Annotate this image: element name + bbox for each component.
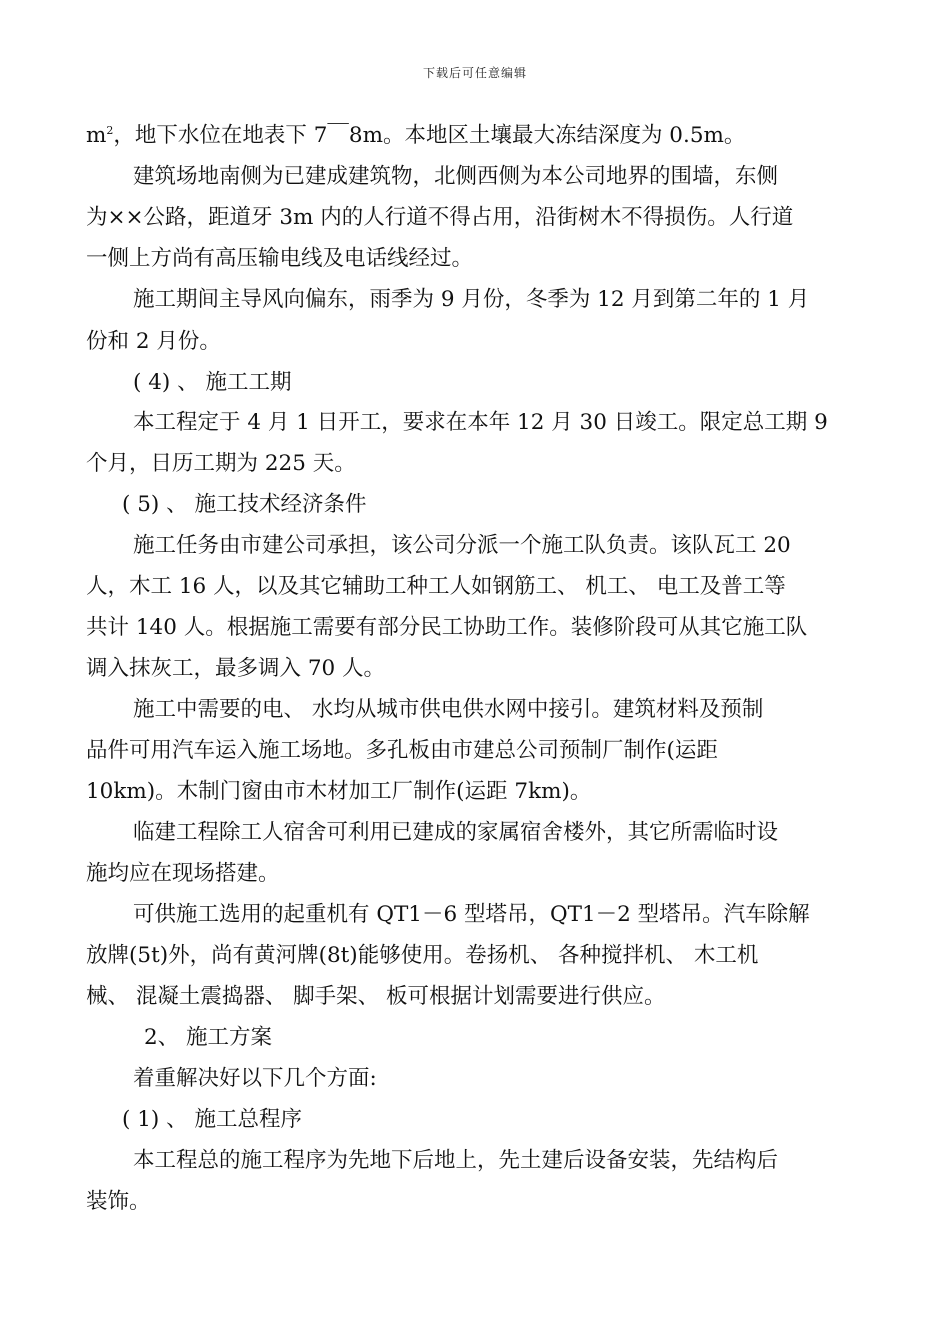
text-line: 为××公路，距道牙 3m 内的人行道不得占用，沿街树木不得损伤。人行道: [86, 205, 794, 230]
superscript: 2: [106, 123, 114, 137]
text-line: 施工任务由市建公司承担，该公司分派一个施工队负责。该队瓦工 20: [133, 533, 791, 558]
text-line: 10km)。木制门窗由市木材加工厂制作(运距 7km)。: [86, 779, 592, 804]
page-header: 下载后可任意编辑: [422, 66, 527, 80]
section-heading: ( 5) 、 施工技术经济条件: [122, 492, 367, 517]
text-line: [86, 120, 856, 152]
text-line: 施工中需要的电、 水均从城市供电供水网中接引。建筑材料及预制: [133, 697, 764, 722]
text-line: 放牌(5t)外，尚有黄河牌(8t)能够使用。卷扬机、 各种搅拌机、 木工机: [86, 943, 759, 968]
text-line: 临建工程除工人宿舍可利用已建成的家属宿舍楼外，其它所需临时设: [133, 820, 779, 845]
section-heading: 2、 施工方案: [144, 1025, 273, 1050]
text-line: 份和 2 月份。: [86, 329, 221, 354]
text-line: 品件可用汽车运入施工场地。多孔板由市建总公司预制厂制作(运距: [86, 738, 718, 763]
unit-text: m: [86, 123, 107, 148]
text-line: 人，木工 16 人，以及其它辅助工种工人如钢筋工、 机工、 电工及普工等: [86, 574, 786, 599]
text-line: 共计 140 人。根据施工需要有部分民工协助工作。装修阶段可从其它施工队: [86, 615, 808, 640]
text-line: 本工程定于 4 月 1 日开工，要求在本年 12 月 30 日竣工。限定总工期 9: [133, 410, 828, 435]
line-text: ，地下水位在地表下 7￣8m。本地区土壤最大冻结深度为 0.5m。: [113, 123, 746, 148]
text-line: 装饰。: [86, 1189, 151, 1214]
text-line: 一侧上方尚有高压输电线及电话线经过。: [86, 246, 474, 271]
text-line: 本工程总的施工程序为先地下后地上，先土建后设备安装，先结构后: [133, 1148, 779, 1173]
text-line: 施均应在现场搭建。: [86, 861, 280, 886]
text-line: 施工期间主导风向偏东，雨季为 9 月份，冬季为 12 月到第二年的 1 月: [133, 287, 810, 312]
section-heading: ( 1) 、 施工总程序: [122, 1107, 302, 1132]
text-line: 可供施工选用的起重机有 QT1－6 型塔吊，QT1－2 型塔吊。汽车除解: [133, 902, 810, 927]
text-line: 建筑场地南侧为已建成建筑物，北侧西侧为本公司地界的围墙，东侧: [133, 164, 779, 189]
text-line: 械、 混凝土震捣器、 脚手架、 板可根据计划需要进行供应。: [86, 984, 666, 1009]
text-line: 个月，日历工期为 225 天。: [86, 451, 356, 476]
section-heading: ( 4) 、 施工工期: [133, 370, 292, 395]
text-line: 调入抹灰工，最多调入 70 人。: [86, 656, 386, 681]
text-line: 着重解决好以下几个方面:: [133, 1066, 377, 1091]
